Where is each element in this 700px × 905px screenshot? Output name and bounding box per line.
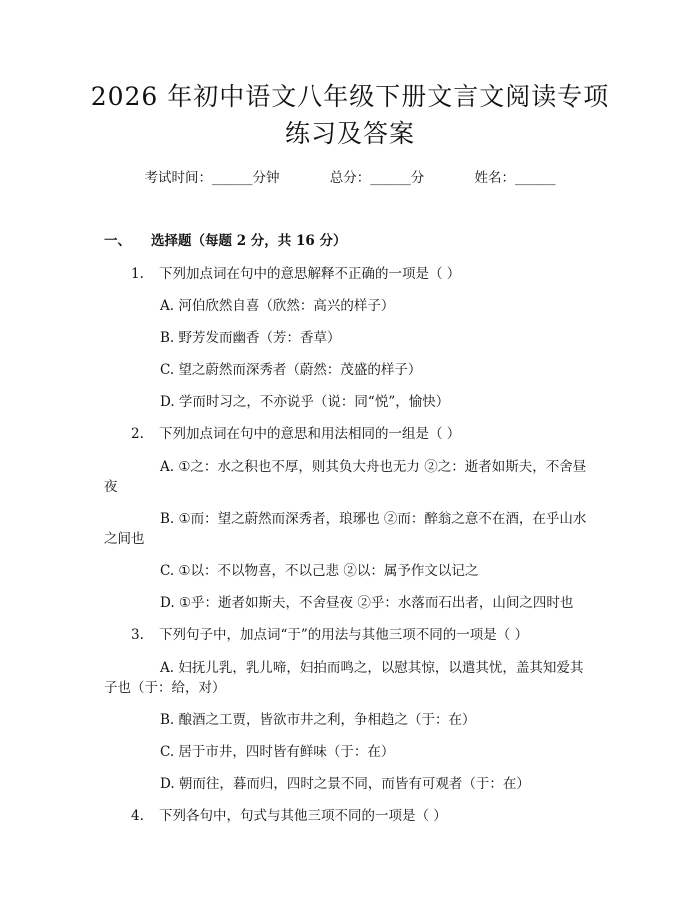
q2-option-a: A. ①之：水之积也不厚，则其负大舟也无力 ②之：逝者如斯夫，不舍昼: [160, 459, 587, 475]
q1-option-d: D. 学而时习之，不亦说乎（说：同“悦”，愉快）: [160, 394, 450, 410]
page-title: 2026 年初中语文八年级下册文言文阅读专项: [90, 82, 610, 111]
exam-time-field: 考试时间：______分钟: [144, 170, 280, 186]
q2-option-b-continued: 之间也: [104, 531, 145, 547]
q2-option-a-continued: 夜: [104, 479, 118, 495]
question-text: 下列加点词在句中的意思解释不正确的一项是（ ）: [159, 266, 461, 282]
q3-option-b: B. 酿酒之工贾，皆欲市井之利，争相趋之（于：在）: [160, 712, 476, 728]
exam-info: [0, 166, 700, 186]
question-4: [131, 804, 447, 824]
q3-option-d: D. 朝而往，暮而归，四时之景不同，而皆有可观者（于：在）: [160, 776, 530, 792]
q1-option-c: C. 望之蔚然而深秀者（蔚然：茂盛的样子）: [160, 362, 422, 378]
section-label: 选择题（每题 2 分，共 16 分）: [151, 233, 347, 249]
question-1: [131, 262, 460, 282]
q2-option-d: D. ①乎：逝者如斯夫，不舍昼夜 ②乎：水落而石出者，山间之四时也: [160, 595, 574, 611]
q3-option-a: A. 妇抚儿乳，乳儿啼，妇拍而鸣之，以慰其惊，以遣其忧，盖其知爱其: [160, 660, 584, 676]
section-heading: [104, 229, 346, 249]
total-score-field: 总分：______分: [329, 170, 425, 186]
q1-option-b: B. 野芳发而幽香（芳：香草）: [160, 330, 341, 346]
page-title-line2: 练习及答案: [284, 119, 415, 148]
q2-option-b: B. ①而：望之蔚然而深秀者，琅琊也 ②而：醉翁之意不在酒，在乎山水: [160, 511, 587, 527]
question-text: 下列句子中，加点词“于”的用法与其他三项不同的一项是（ ）: [159, 627, 529, 643]
question-text: 下列加点词在句中的意思和用法相同的一组是（ ）: [159, 426, 461, 442]
question-text: 下列各句中，句式与其他三项不同的一项是（ ）: [159, 808, 447, 824]
q1-option-a: A. 河伯欣然自喜（欣然：高兴的样子）: [160, 298, 395, 314]
question-number: 4.: [131, 808, 144, 824]
q2-option-c: C. ①以：不以物喜，不以己悲 ②以：属予作文以记之: [160, 563, 479, 579]
question-3: [131, 623, 528, 643]
question-2: [131, 422, 460, 442]
question-number: 3.: [131, 627, 144, 643]
name-field: 姓名：______: [474, 170, 556, 186]
question-number: 1.: [131, 266, 144, 282]
q3-option-c: C. 居于市井，四时皆有鲜味（于：在）: [160, 744, 395, 760]
section-number: 一、: [104, 233, 131, 249]
question-number: 2.: [131, 426, 144, 442]
q3-option-a-continued: 子也（于：给，对）: [104, 680, 226, 696]
